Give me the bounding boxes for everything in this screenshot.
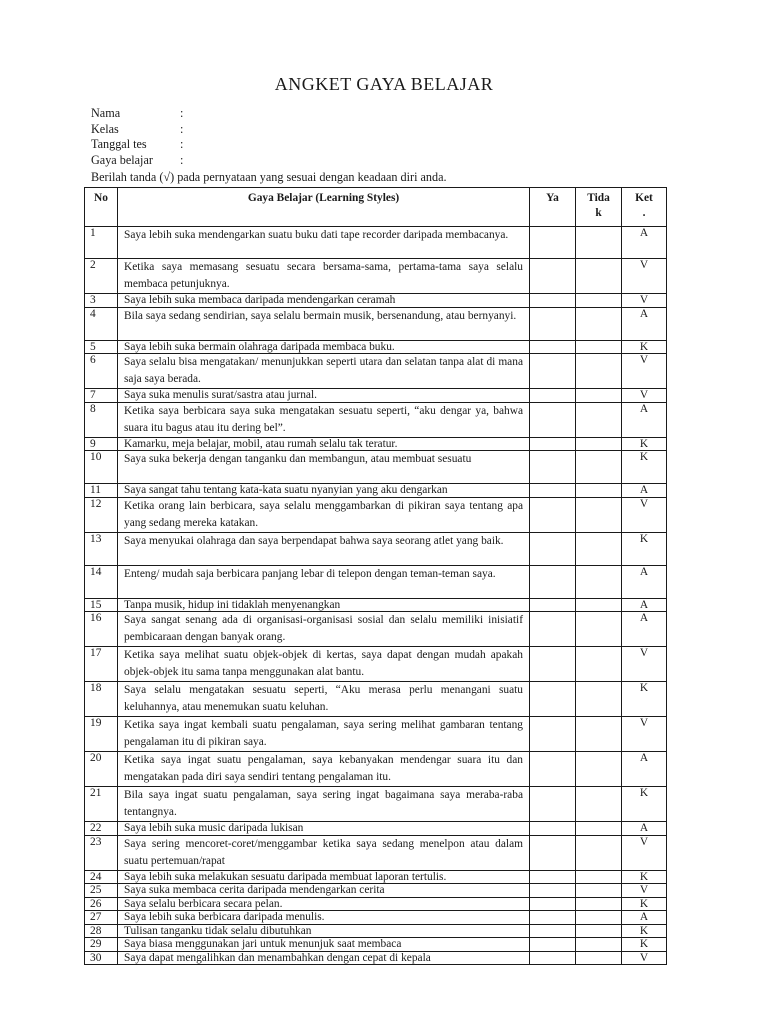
field-separator: : bbox=[180, 121, 184, 136]
answer-tidak-cell[interactable] bbox=[576, 565, 622, 598]
row-number: 19 bbox=[85, 717, 118, 752]
row-ket: V bbox=[622, 354, 667, 389]
answer-tidak-cell[interactable] bbox=[576, 340, 622, 354]
table-row bbox=[85, 612, 667, 647]
field-label: Kelas bbox=[91, 121, 119, 136]
row-statement: Saya suka bekerja dengan tanganku dan membangun, atau membuat sesuatu bbox=[118, 451, 530, 484]
answer-ya-cell[interactable] bbox=[530, 340, 576, 354]
table-row bbox=[85, 870, 667, 884]
row-statement: Saya suka menulis surat/sastra atau jurnal. bbox=[118, 389, 530, 403]
answer-ya-cell[interactable] bbox=[530, 437, 576, 451]
answer-ya-cell[interactable] bbox=[530, 911, 576, 925]
row-number: 24 bbox=[85, 870, 118, 884]
row-ket: V bbox=[622, 294, 667, 308]
row-ket: A bbox=[622, 822, 667, 836]
table-row bbox=[85, 354, 667, 389]
answer-tidak-cell[interactable] bbox=[576, 787, 622, 822]
row-number: 28 bbox=[85, 924, 118, 938]
answer-ya-cell[interactable] bbox=[530, 565, 576, 598]
row-statement: Saya menyukai olahraga dan saya berpendapat bahwa saya seorang atlet yang baik. bbox=[118, 532, 530, 565]
table-row bbox=[85, 389, 667, 403]
row-statement: Saya sangat tahu tentang kata-kata suatu nyanyian yang aku dengarkan bbox=[118, 484, 530, 498]
row-ket: A bbox=[622, 598, 667, 612]
answer-tidak-cell[interactable] bbox=[576, 911, 622, 925]
answer-ya-cell[interactable] bbox=[530, 787, 576, 822]
row-statement: Saya lebih suka melakukan sesuatu daripada membuat laporan tertulis. bbox=[118, 870, 530, 884]
table-row bbox=[85, 451, 667, 484]
answer-tidak-cell[interactable] bbox=[576, 402, 622, 437]
answer-tidak-cell[interactable] bbox=[576, 951, 622, 965]
questionnaire-table bbox=[84, 187, 667, 965]
header-ket bbox=[622, 188, 667, 227]
answer-ya-cell[interactable] bbox=[530, 532, 576, 565]
answer-ya-cell[interactable] bbox=[530, 484, 576, 498]
row-ket: V bbox=[622, 497, 667, 532]
row-number: 15 bbox=[85, 598, 118, 612]
row-statement: Saya lebih suka membaca daripada mendengarkan ceramah bbox=[118, 294, 530, 308]
identity-fields bbox=[91, 106, 183, 168]
row-ket: V bbox=[622, 884, 667, 898]
row-statement: Saya lebih suka berbicara daripada menulis. bbox=[118, 911, 530, 925]
row-ket: K bbox=[622, 437, 667, 451]
row-number: 30 bbox=[85, 951, 118, 965]
row-statement: Saya lebih suka mendengarkan suatu buku dati tape recorder daripada membacanya. bbox=[118, 227, 530, 259]
row-statement: Enteng/ mudah saja berbicara panjang lebar di telepon dengan teman-teman saya. bbox=[118, 565, 530, 598]
row-number: 23 bbox=[85, 835, 118, 870]
answer-ya-cell[interactable] bbox=[530, 835, 576, 870]
row-ket: A bbox=[622, 752, 667, 787]
field-separator: : bbox=[180, 152, 184, 167]
answer-tidak-cell[interactable] bbox=[576, 647, 622, 682]
answer-ya-cell[interactable] bbox=[530, 402, 576, 437]
row-ket: V bbox=[622, 717, 667, 752]
answer-tidak-cell[interactable] bbox=[576, 897, 622, 911]
row-number: 18 bbox=[85, 682, 118, 717]
row-number: 9 bbox=[85, 437, 118, 451]
row-statement: Ketika saya berbicara saya suka mengatakan sesuatu seperti, “aku dengar ya, bahwa suara itu bagus atau itu dering bel”. bbox=[118, 402, 530, 437]
field-gaya-belajar bbox=[91, 153, 183, 169]
answer-ya-cell[interactable] bbox=[530, 870, 576, 884]
table-row bbox=[85, 532, 667, 565]
answer-tidak-cell[interactable] bbox=[576, 752, 622, 787]
row-number: 4 bbox=[85, 307, 118, 340]
table-row bbox=[85, 951, 667, 965]
table-row bbox=[85, 227, 667, 259]
table-row bbox=[85, 497, 667, 532]
answer-ya-cell[interactable] bbox=[530, 647, 576, 682]
answer-tidak-cell[interactable] bbox=[576, 924, 622, 938]
answer-tidak-cell[interactable] bbox=[576, 227, 622, 259]
field-separator: : bbox=[180, 106, 184, 120]
row-number: 1 bbox=[85, 227, 118, 259]
row-ket: K bbox=[622, 532, 667, 565]
document-title: ANGKET GAYA BELAJAR bbox=[274, 74, 494, 94]
answer-tidak-cell[interactable] bbox=[576, 437, 622, 451]
table-row bbox=[85, 787, 667, 822]
table-row bbox=[85, 484, 667, 498]
answer-tidak-cell[interactable] bbox=[576, 870, 622, 884]
answer-ya-cell[interactable] bbox=[530, 389, 576, 403]
row-ket: A bbox=[622, 911, 667, 925]
answer-tidak-cell[interactable] bbox=[576, 389, 622, 403]
table-row bbox=[85, 647, 667, 682]
field-label: Gaya belajar bbox=[91, 152, 153, 167]
answer-ya-cell[interactable] bbox=[530, 354, 576, 389]
answer-tidak-cell[interactable] bbox=[576, 451, 622, 484]
answer-ya-cell[interactable] bbox=[530, 612, 576, 647]
answer-tidak-cell[interactable] bbox=[576, 307, 622, 340]
row-number: 29 bbox=[85, 938, 118, 952]
row-statement: Bila saya sedang sendirian, saya selalu bermain musik, bersenandung, atau bernyanyi. bbox=[118, 307, 530, 340]
row-number: 7 bbox=[85, 389, 118, 403]
row-number: 2 bbox=[85, 259, 118, 294]
row-number: 25 bbox=[85, 884, 118, 898]
row-statement: Tanpa musik, hidup ini tidaklah menyenangkan bbox=[118, 598, 530, 612]
answer-tidak-cell[interactable] bbox=[576, 259, 622, 294]
row-ket: V bbox=[622, 951, 667, 965]
row-ket: A bbox=[622, 307, 667, 340]
field-separator: : bbox=[180, 137, 184, 151]
table-row bbox=[85, 259, 667, 294]
row-number: 14 bbox=[85, 565, 118, 598]
row-statement: Saya lebih suka bermain olahraga daripada membaca buku. bbox=[118, 340, 530, 354]
answer-tidak-cell[interactable] bbox=[576, 484, 622, 498]
row-number: 13 bbox=[85, 532, 118, 565]
header-ket-line1: Ket bbox=[635, 192, 653, 204]
answer-ya-cell[interactable] bbox=[530, 598, 576, 612]
table-row bbox=[85, 307, 667, 340]
row-number: 26 bbox=[85, 897, 118, 911]
row-number: 22 bbox=[85, 822, 118, 836]
table-row bbox=[85, 598, 667, 612]
answer-tidak-cell[interactable] bbox=[576, 497, 622, 532]
row-statement: Kamarku, meja belajar, mobil, atau rumah selalu tak teratur. bbox=[118, 437, 530, 451]
row-ket: A bbox=[622, 402, 667, 437]
answer-tidak-cell[interactable] bbox=[576, 835, 622, 870]
row-number: 16 bbox=[85, 612, 118, 647]
row-number: 27 bbox=[85, 911, 118, 925]
header-tidak-line1: Tida bbox=[587, 192, 610, 204]
answer-ya-cell[interactable] bbox=[530, 451, 576, 484]
row-number: 3 bbox=[85, 294, 118, 308]
answer-ya-cell[interactable] bbox=[530, 259, 576, 294]
row-ket: V bbox=[622, 647, 667, 682]
row-ket: A bbox=[622, 565, 667, 598]
row-ket: K bbox=[622, 897, 667, 911]
table-row bbox=[85, 752, 667, 787]
table-body bbox=[85, 227, 667, 965]
row-statement: Tulisan tanganku tidak selalu dibutuhkan bbox=[118, 924, 530, 938]
header-ket-line2: . bbox=[642, 207, 646, 219]
answer-tidak-cell[interactable] bbox=[576, 938, 622, 952]
answer-ya-cell[interactable] bbox=[530, 307, 576, 340]
row-ket: V bbox=[622, 835, 667, 870]
row-ket: K bbox=[622, 924, 667, 938]
field-tanggal-tes bbox=[91, 137, 183, 153]
table-row bbox=[85, 565, 667, 598]
row-statement: Saya biasa menggunakan jari untuk menunjuk saat membaca bbox=[118, 938, 530, 952]
row-statement: Saya sering mencoret-coret/menggambar ketika saya sedang menelpon atau dalam suatu pertemuan/rapat bbox=[118, 835, 530, 870]
answer-tidak-cell[interactable] bbox=[576, 532, 622, 565]
row-number: 12 bbox=[85, 497, 118, 532]
table-row bbox=[85, 682, 667, 717]
row-ket: V bbox=[622, 259, 667, 294]
field-label: Tanggal tes bbox=[91, 137, 147, 151]
row-number: 8 bbox=[85, 402, 118, 437]
header-tidak bbox=[576, 188, 622, 227]
answer-ya-cell[interactable] bbox=[530, 752, 576, 787]
answer-ya-cell[interactable] bbox=[530, 227, 576, 259]
table-row bbox=[85, 437, 667, 451]
header-no: No bbox=[85, 188, 118, 227]
table-row bbox=[85, 924, 667, 938]
table-row bbox=[85, 884, 667, 898]
row-ket: K bbox=[622, 787, 667, 822]
answer-ya-cell[interactable] bbox=[530, 717, 576, 752]
row-statement: Saya dapat mengalihkan dan menambahkan dengan cepat di kepala bbox=[118, 951, 530, 965]
row-statement: Saya selalu berbicara secara pelan. bbox=[118, 897, 530, 911]
answer-tidak-cell[interactable] bbox=[576, 884, 622, 898]
row-ket: A bbox=[622, 227, 667, 259]
table-row bbox=[85, 911, 667, 925]
row-number: 20 bbox=[85, 752, 118, 787]
header-ya: Ya bbox=[530, 188, 576, 227]
row-statement: Bila saya ingat suatu pengalaman, saya sering ingat bagaimana saya meraba-raba tentangnya. bbox=[118, 787, 530, 822]
answer-ya-cell[interactable] bbox=[530, 897, 576, 911]
table-row bbox=[85, 717, 667, 752]
row-ket: K bbox=[622, 938, 667, 952]
row-ket: K bbox=[622, 340, 667, 354]
table-row bbox=[85, 938, 667, 952]
row-ket: V bbox=[622, 389, 667, 403]
table-row bbox=[85, 340, 667, 354]
field-kelas bbox=[91, 122, 183, 138]
header-tidak-line2: k bbox=[595, 207, 602, 219]
row-ket: K bbox=[622, 451, 667, 484]
row-number: 17 bbox=[85, 647, 118, 682]
answer-ya-cell[interactable] bbox=[530, 497, 576, 532]
row-statement: Saya suka membaca cerita daripada mendengarkan cerita bbox=[118, 884, 530, 898]
answer-tidak-cell[interactable] bbox=[576, 598, 622, 612]
answer-tidak-cell[interactable] bbox=[576, 717, 622, 752]
answer-ya-cell[interactable] bbox=[530, 951, 576, 965]
answer-tidak-cell[interactable] bbox=[576, 354, 622, 389]
table-row bbox=[85, 402, 667, 437]
row-statement: Saya selalu bisa mengatakan/ menunjukkan seperti utara dan selatan tanpa alat di mana saja saya berada. bbox=[118, 354, 530, 389]
header-statement: Gaya Belajar (Learning Styles) bbox=[118, 188, 530, 227]
row-statement: Ketika saya melihat suatu objek-objek di kertas, saya dapat dengan mudah apakah objek-objek itu sama tanpa menggunakan alat bantu. bbox=[118, 647, 530, 682]
row-ket: A bbox=[622, 484, 667, 498]
row-statement: Saya lebih suka music daripada lukisan bbox=[118, 822, 530, 836]
row-statement: Saya selalu mengatakan sesuatu seperti, “Aku merasa perlu menangani suatu keluhannya, atau menemukan suatu keluhan. bbox=[118, 682, 530, 717]
answer-tidak-cell[interactable] bbox=[576, 612, 622, 647]
answer-tidak-cell[interactable] bbox=[576, 682, 622, 717]
answer-ya-cell[interactable] bbox=[530, 682, 576, 717]
answer-tidak-cell[interactable] bbox=[576, 822, 622, 836]
row-number: 21 bbox=[85, 787, 118, 822]
row-number: 10 bbox=[85, 451, 118, 484]
answer-tidak-cell[interactable] bbox=[576, 294, 622, 308]
row-ket: K bbox=[622, 870, 667, 884]
row-statement: Ketika saya memasang sesuatu secara bersama-sama, pertama-tama saya selalu membaca petunjuknya. bbox=[118, 259, 530, 294]
row-statement: Ketika saya ingat kembali suatu pengalaman, saya sering melihat gambaran tentang pengalaman itu di pikiran saya. bbox=[118, 717, 530, 752]
table-row bbox=[85, 294, 667, 308]
row-statement: Saya sangat senang ada di organisasi-organisasi sosial dan selalu memiliki inisiatif pembicaraan dengan banyak orang. bbox=[118, 612, 530, 647]
table-row bbox=[85, 835, 667, 870]
row-statement: Ketika saya ingat suatu pengalaman, saya kebanyakan mendengar suara itu dan mengatakan pada diri saya sendiri tentang pengalaman itu. bbox=[118, 752, 530, 787]
row-statement: Ketika orang lain berbicara, saya selalu menggambarkan di pikiran saya tentang apa yang sedang mereka katakan. bbox=[118, 497, 530, 532]
row-number: 6 bbox=[85, 354, 118, 389]
row-number: 11 bbox=[85, 484, 118, 498]
row-number: 5 bbox=[85, 340, 118, 354]
row-ket: A bbox=[622, 612, 667, 647]
table-row bbox=[85, 822, 667, 836]
answer-ya-cell[interactable] bbox=[530, 924, 576, 938]
row-ket: K bbox=[622, 682, 667, 717]
answer-ya-cell[interactable] bbox=[530, 938, 576, 952]
answer-ya-cell[interactable] bbox=[530, 884, 576, 898]
table-header-row bbox=[85, 188, 667, 227]
answer-ya-cell[interactable] bbox=[530, 822, 576, 836]
answer-ya-cell[interactable] bbox=[530, 294, 576, 308]
field-nama bbox=[91, 106, 183, 122]
field-label: Nama bbox=[91, 106, 121, 120]
instruction-text: Berilah tanda (√) pada pernyataan yang sesuai dengan keadaan diri anda. bbox=[91, 170, 447, 184]
table-row bbox=[85, 897, 667, 911]
